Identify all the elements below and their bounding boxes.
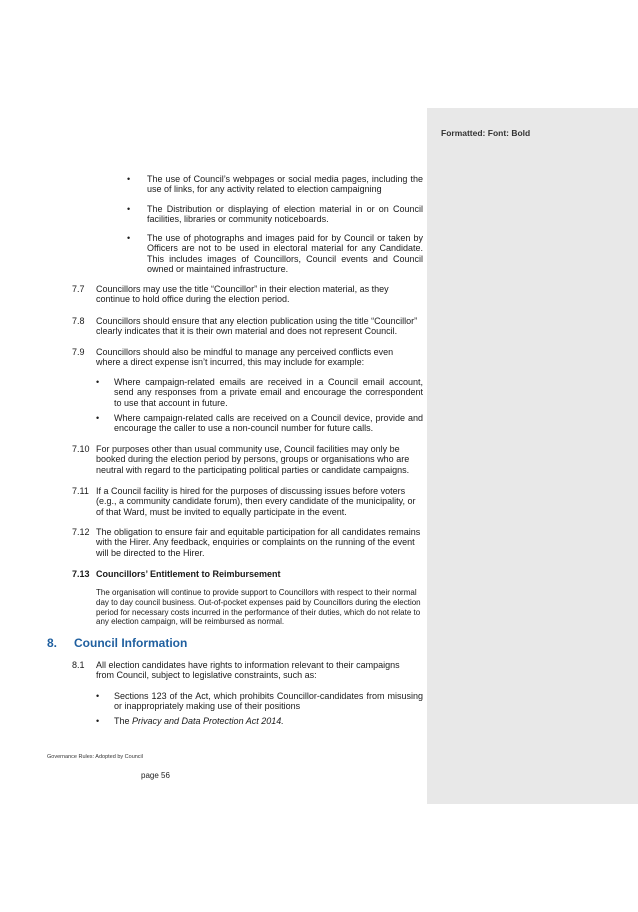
bullet-glyph: • (96, 413, 100, 423)
clause-7-13-text: The organisation will continue to provide support to Councillors with respect to their normal day to day council business. Out-of-pocket expenses paid by Councillors during the election period for necessary costs incurred in the performance of their duties, which do not relate to any election campaign, will be reimbursed as normal. (96, 588, 421, 627)
bullet-text: Sections 123 of the Act, which prohibits Councillor-candidates from misusing or inappropriately making use of their positions (114, 691, 423, 712)
section-heading (47, 636, 188, 650)
clause-text: Councillors should ensure that any election publication using the title “Councillor” clearly indicates that it is their own material and does not represent Council. (96, 316, 418, 337)
clause-number: 7.11 (72, 486, 89, 496)
bullet-text: The use of photographs and images paid for by Council or taken by Officers are not to be used in electoral material for any Candidate. This includes images of Councillors, Council events and Council owned or maintained infrastructure. (147, 233, 423, 275)
bullet-glyph: • (127, 174, 131, 184)
clause-number: 7.12 (72, 527, 90, 537)
clause-text: For purposes other than usual community use, Council facilities may only be booked during the election period by persons, groups or organisations who are neutral with regard to the participating political parties or candidate campaigns. (96, 444, 410, 475)
page-number: page 56 (141, 771, 170, 780)
bullet-text: Where campaign-related calls are received on a Council device, provide and encourage the caller to use a non-council number for future calls. (114, 413, 423, 434)
bullet-prefix: The (114, 716, 133, 726)
bullet-text: The Distribution or displaying of election material in or on Council facilities, libraries or community noticeboards. (147, 204, 423, 225)
act-title: Privacy and Data Protection Act 2014. (132, 716, 284, 726)
clause-text: If a Council facility is hired for the purposes of discussing issues before voters (e.g., a community candidate forum), then every candidate of the municipality, or of that Ward, must be invited to equally participate in the event. (96, 486, 416, 517)
clause-text: The obligation to ensure fair and equitable participation for all candidates remains with the Hirer. Any feedback, enquiries or complaints on the running of the event will be directed to the Hirer. (96, 527, 421, 558)
bullet-glyph: • (96, 377, 100, 387)
clause-title: Councillors’ Entitlement to Reimbursement (96, 569, 281, 579)
bullet-glyph: • (127, 233, 131, 243)
bullet-glyph: • (96, 716, 100, 726)
clause-7-13-heading (72, 569, 281, 579)
clause-text: Councillors should also be mindful to manage any perceived conflicts even where a direct expense isn’t incurred, this may include for example: (96, 347, 394, 368)
clause-number: 7.8 (72, 316, 85, 326)
clause-number: 7.9 (72, 347, 85, 357)
bullet-text: Where campaign-related emails are received in a Council email account, send any responses from a private email and encourage the correspondent to use that account in future. (114, 377, 423, 408)
bullet-text (114, 716, 423, 726)
clause-number: 7.13 (72, 569, 90, 579)
section-number: 8. (47, 636, 58, 650)
clause-number: 8.1 (72, 660, 85, 670)
clause-text: Councillors may use the title “Councillor” in their election material, as they continue to hold office during the election period. (96, 284, 389, 305)
bullet-glyph: • (96, 691, 100, 701)
format-comment: Formatted: Font: Bold (441, 128, 531, 138)
clause-number: 7.7 (72, 284, 85, 294)
clause-text: All election candidates have rights to information relevant to their campaigns from Council, subject to legislative constraints, such as: (96, 660, 400, 681)
comments-sidebar (427, 108, 638, 804)
clause-number: 7.10 (72, 444, 90, 454)
page-footer: Governance Rules: Adopted by Council (47, 754, 144, 760)
section-title: Council Information (74, 636, 188, 650)
bullet-glyph: • (127, 204, 131, 214)
bullet-text: The use of Council’s webpages or social media pages, including the use of links, for any activity related to election campaigning (147, 174, 423, 195)
